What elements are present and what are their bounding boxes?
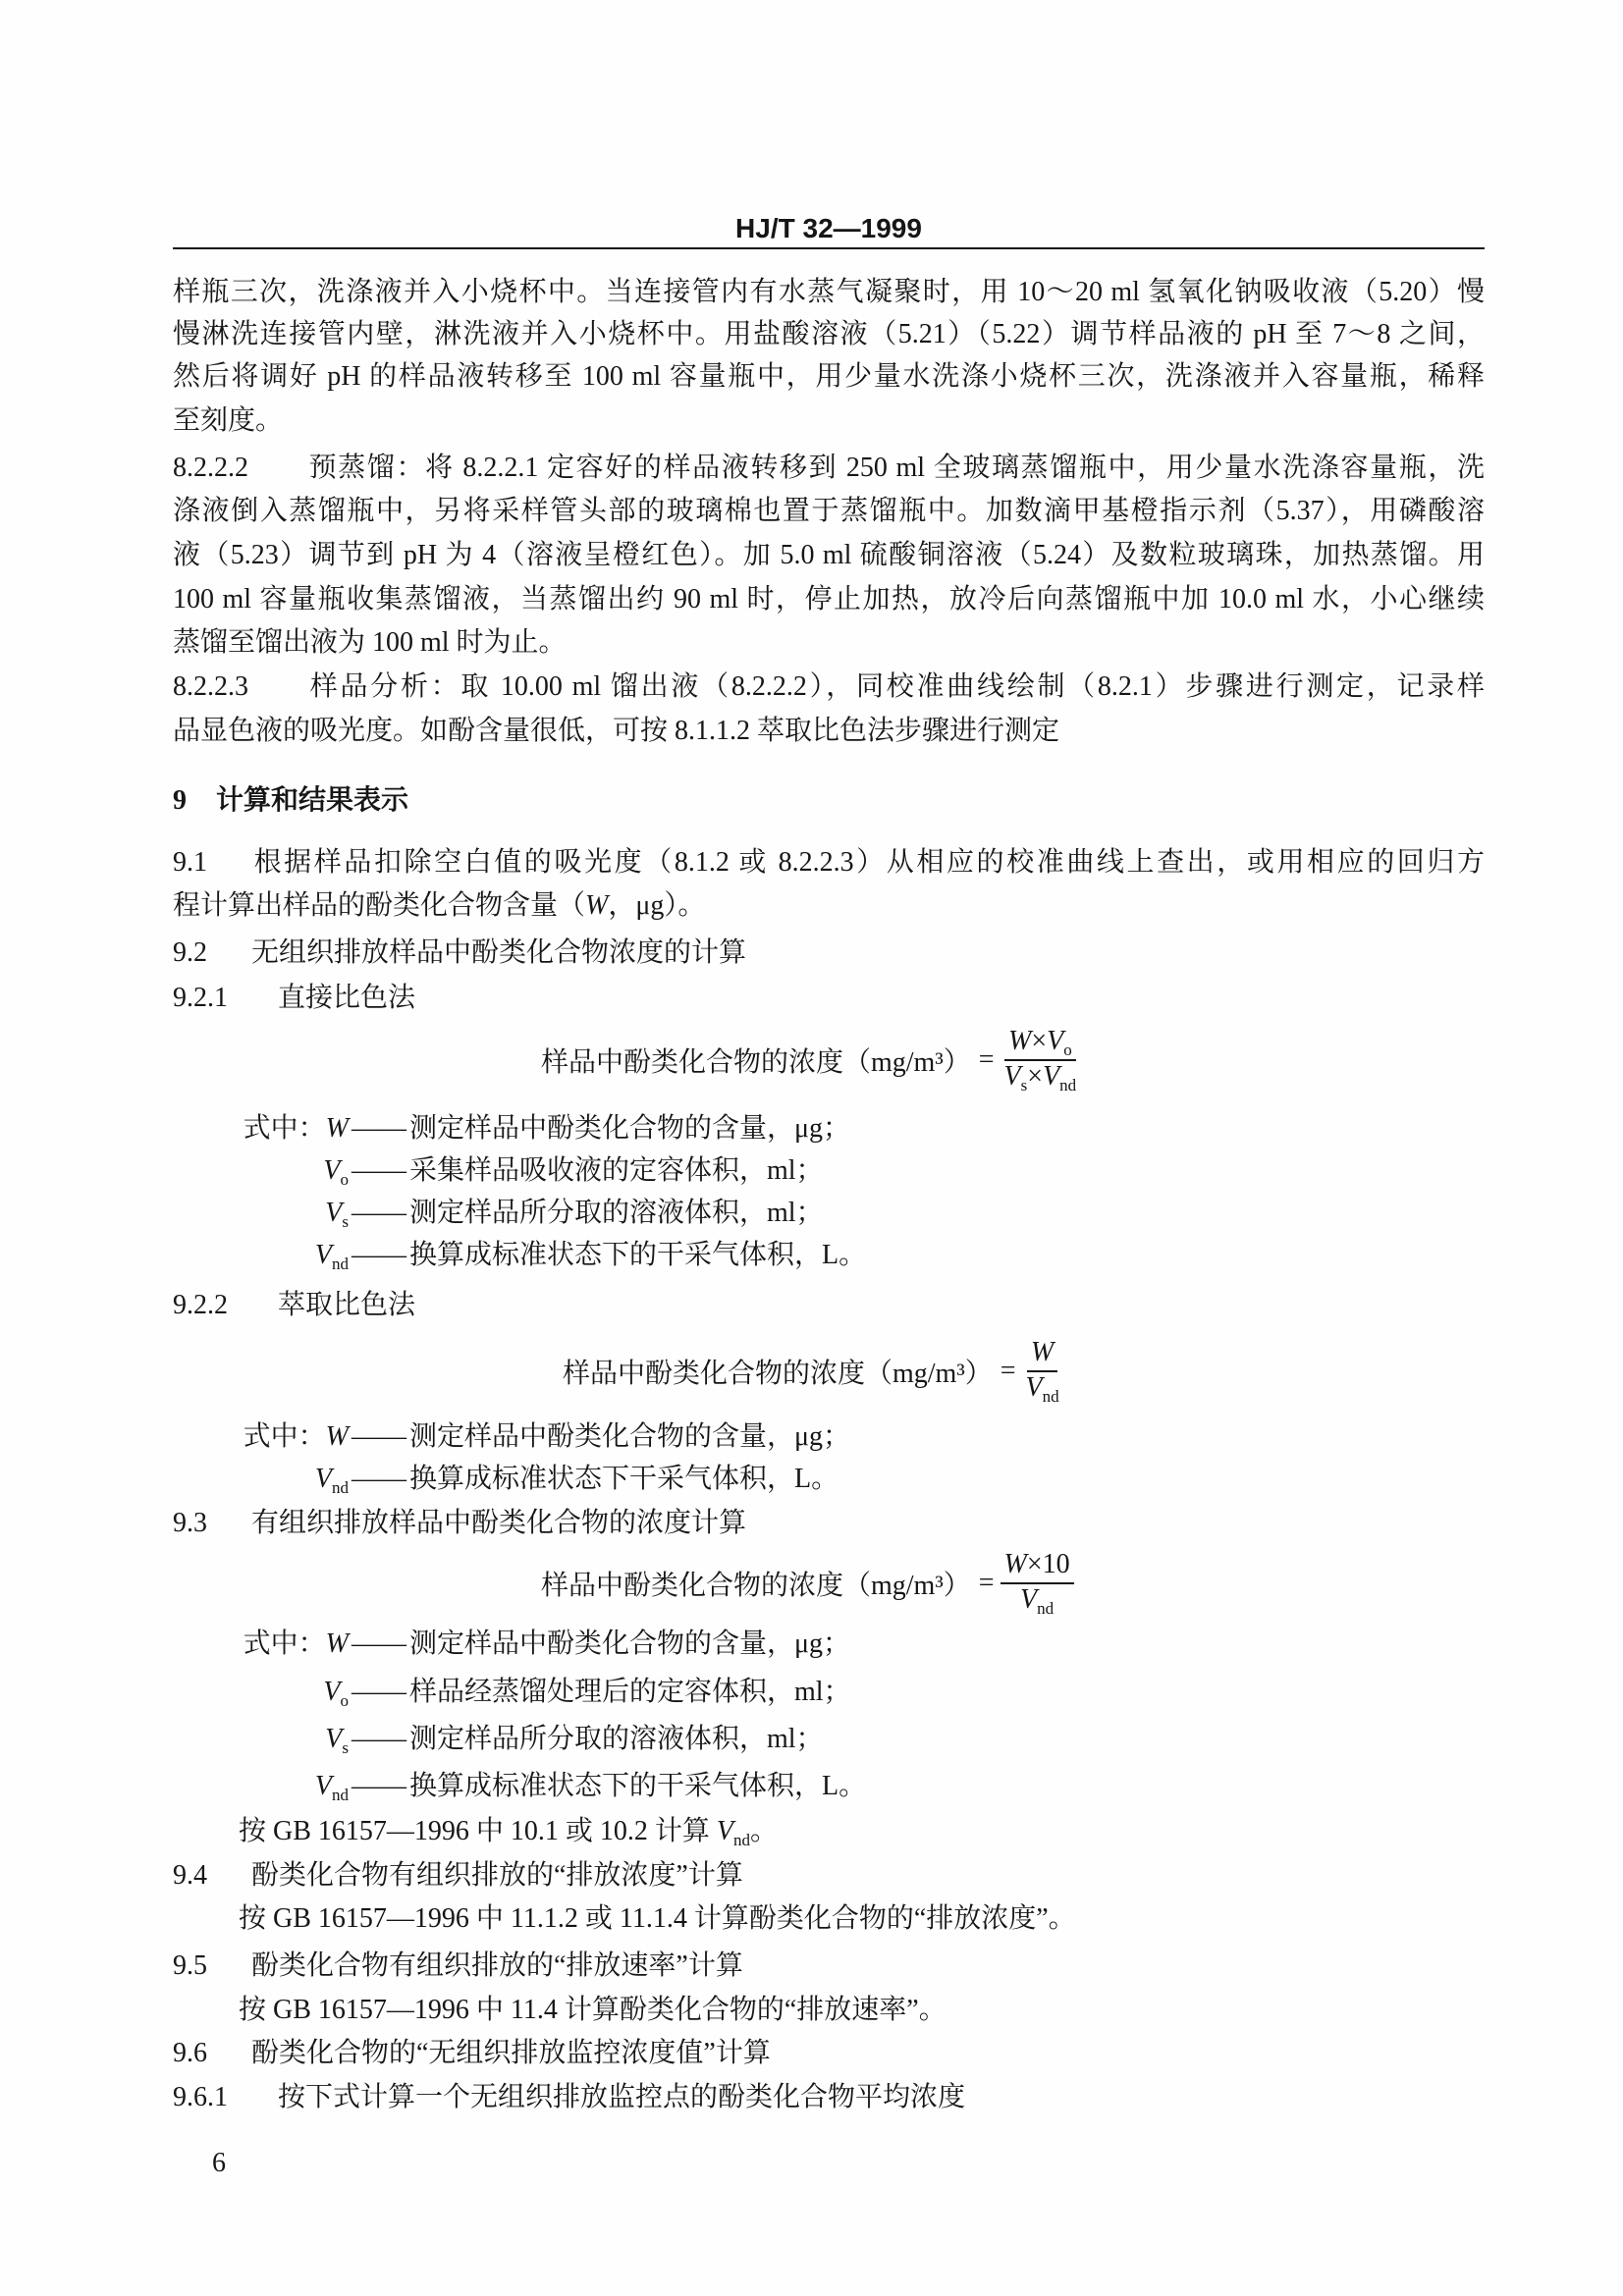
definition-prefix: 式中： — [243, 1629, 326, 1659]
variable: W — [325, 1113, 349, 1144]
clause-number: 9.3 — [173, 1508, 207, 1538]
clause-number: 9.2.1 — [173, 983, 228, 1013]
variable-definition — [239, 1460, 839, 1499]
definition-dash: —— — [352, 1724, 406, 1754]
variable: W — [1030, 1337, 1055, 1367]
variable-definition — [239, 1236, 866, 1275]
subscript: nd — [332, 1786, 349, 1804]
clause-9-4 — [173, 1856, 1485, 1896]
variable: V — [1043, 1061, 1060, 1092]
subscript: nd — [1037, 1599, 1055, 1618]
clause-text: 预蒸馏：将 8.2.2.1 定容好的样品液转移到 250 ml 全玻璃蒸馏瓶中，用少量水洗涤容量瓶，洗 — [307, 453, 1485, 483]
subscript: nd — [1042, 1387, 1059, 1406]
definition-dash: —— — [352, 1198, 406, 1228]
variable: V — [314, 1240, 332, 1270]
definition-dash: —— — [352, 1771, 406, 1801]
definition-dash: —— — [352, 1677, 406, 1707]
operator: × — [1027, 1061, 1044, 1092]
clause-9-2 — [173, 934, 1485, 973]
section-number: 9 — [173, 785, 187, 816]
paragraph-line: 液（5.23）调节到 pH 为 4（溶液呈橙红色）。加 5.0 ml 硫酸铜溶液（5.24）及数粒玻璃珠，加热蒸馏。用 — [173, 540, 1485, 570]
variable-definition — [239, 1109, 850, 1148]
variable-definition — [239, 1720, 824, 1759]
subscript: o — [1063, 1041, 1072, 1059]
clause-title: 有组织排放样品中酚类化合物的浓度计算 — [251, 1508, 747, 1538]
formula-lhs: 样品中酚类化合物的浓度（mg/m³） — [541, 1047, 971, 1078]
definition-label — [239, 1767, 349, 1806]
definition-dash: —— — [352, 1421, 406, 1452]
clause-title: 酚类化合物有组织排放的“排放速率”计算 — [251, 1950, 743, 1981]
clause-9-2-2 — [173, 1286, 1485, 1325]
subscript: s — [342, 1212, 349, 1231]
text-run: 按 GB 16157—1996 中 10.1 或 10.2 计算 — [239, 1816, 717, 1846]
definition-label — [239, 1417, 349, 1457]
clause-9-6-1 — [173, 2078, 1485, 2117]
variable: V — [1025, 1372, 1043, 1403]
paragraph-line: 蒸馏至馏出液为 100 ml 时为止。 — [173, 627, 567, 658]
variable-definition — [239, 1673, 851, 1712]
subscript: o — [340, 1170, 349, 1189]
subscript: nd — [332, 1478, 349, 1497]
definition-text: 测定样品所分取的溶液体积，ml； — [409, 1724, 824, 1754]
paragraph-line: 品显色液的吸光度。如酚含量很低，可按 8.1.1.2 萃取比色法步骤进行测定 — [173, 716, 1060, 746]
definition-label — [239, 1109, 349, 1148]
definition-dash: —— — [352, 1464, 406, 1494]
clause-9-3 — [173, 1504, 1485, 1543]
paragraph-line: 涤液倒入蒸馏瓶中，另将采样管头部的玻璃棉也置于蒸馏瓶中。加数滴甲基橙指示剂（5.37），用磷酸溶 — [173, 496, 1485, 526]
standard-code-header: HJ/T 32—1999 — [735, 213, 922, 243]
text-run: ，μg）。 — [608, 890, 706, 921]
definition-label — [239, 1720, 349, 1759]
definition-label — [239, 1460, 349, 1499]
clause-title: 无组织排放样品中酚类化合物浓度的计算 — [251, 937, 747, 968]
operator: × — [1031, 1026, 1048, 1056]
numerator — [1027, 1337, 1057, 1372]
subscript: s — [342, 1738, 349, 1757]
formula-lhs: 样品中酚类化合物的浓度（mg/m³） — [563, 1359, 993, 1389]
variable: W — [325, 1629, 349, 1659]
definition-text: 测定样品中酚类化合物的含量，μg； — [409, 1113, 851, 1144]
formula-direct-colorimetry — [541, 1026, 1080, 1095]
variable: W — [325, 1421, 349, 1452]
definition-text: 测定样品中酚类化合物的含量，μg； — [409, 1629, 851, 1659]
variable: V — [1020, 1584, 1038, 1615]
equals-sign: = — [978, 1044, 995, 1075]
variable: W — [1007, 1026, 1032, 1056]
variable: V — [1047, 1026, 1064, 1056]
subscript: o — [340, 1691, 349, 1710]
definition-dash: —— — [352, 1113, 406, 1144]
subscript: nd — [332, 1255, 349, 1273]
paragraph-line — [173, 886, 1485, 926]
clause-title: 酚类化合物的“无组织排放监控浓度值”计算 — [251, 2038, 771, 2068]
clause-title: 酚类化合物有组织排放的“排放浓度”计算 — [251, 1860, 743, 1891]
numerator — [1001, 1549, 1074, 1584]
variable-w: W — [585, 890, 609, 921]
definition-label — [239, 1673, 349, 1712]
definition-label — [239, 1194, 349, 1233]
section-title: 计算和结果表示 — [216, 785, 409, 816]
formula-lhs: 样品中酚类化合物的浓度（mg/m³） — [541, 1571, 971, 1601]
definition-label — [239, 1236, 349, 1275]
clause-number: 9.1 — [173, 847, 207, 878]
formula-organized-emission — [541, 1549, 1074, 1618]
fraction — [1001, 1549, 1074, 1618]
variable-definition — [239, 1194, 824, 1233]
operator: × — [1026, 1549, 1043, 1579]
clause-9-2-1 — [173, 979, 1485, 1018]
numerator — [1004, 1026, 1076, 1061]
text-run: 程计算出样品的酚类化合物含量（ — [173, 890, 586, 921]
definition-dash: —— — [352, 1629, 406, 1659]
variable-definition — [239, 1625, 850, 1664]
definition-dash: —— — [352, 1240, 406, 1270]
text-run: 。 — [750, 1816, 779, 1846]
definition-text: 样品经蒸馏处理后的定容体积，ml； — [409, 1677, 851, 1707]
variable: V — [314, 1771, 332, 1801]
denominator — [1016, 1584, 1057, 1618]
header-rule — [173, 247, 1485, 249]
clause-text: 按 GB 16157—1996 中 11.1.2 或 11.1.4 计算酚类化合物的“排放浓度”。 — [239, 1903, 1076, 1934]
variable: V — [323, 1677, 341, 1707]
definition-label — [239, 1151, 349, 1191]
clause-number: 8.2.2.3 — [173, 671, 248, 702]
clause-9-1 — [173, 843, 1485, 882]
paragraph-line: 100 ml 容量瓶收集蒸馏液，当蒸馏出约 90 ml 时，停止加热，放冷后向蒸馏瓶中加 10.0 ml 水，小心继续 — [173, 584, 1485, 614]
formula-extraction-colorimetry — [563, 1337, 1063, 1406]
variable: W — [1003, 1549, 1027, 1579]
subscript: s — [1020, 1076, 1028, 1095]
clause-text: 样品分析：取 10.00 ml 馏出液（8.2.2.2），同校准曲线绘制（8.2.1）步骤进行测定，记录样 — [307, 671, 1485, 702]
paragraph-line: 至刻度。 — [173, 405, 284, 436]
definition-dash: —— — [352, 1155, 406, 1186]
clause-text: 按 GB 16157—1996 中 11.4 计算酚类化合物的“排放速率”。 — [239, 1995, 947, 2025]
subscript: nd — [1059, 1076, 1077, 1095]
equals-sign: = — [978, 1568, 995, 1598]
clause-9-5 — [173, 1947, 1485, 1986]
paragraph-line: 样瓶三次，洗涤液并入小烧杯中。当连接管内有水蒸气凝聚时，用 10～20 ml 氢氧化钠吸收液（5.20）慢 — [173, 277, 1485, 307]
equals-sign: = — [1000, 1356, 1016, 1386]
clause-number: 9.6 — [173, 2038, 207, 2068]
clause-number: 9.5 — [173, 1950, 207, 1981]
variable-definition — [239, 1151, 824, 1191]
clause-number: 9.4 — [173, 1860, 207, 1891]
variable: V — [325, 1724, 343, 1754]
variable-definition — [239, 1417, 850, 1457]
paragraph-line: 慢淋洗连接管内壁，淋洗液并入小烧杯中。用盐酸溶液（5.21）（5.22）调节样品液的 pH 至 7～8 之间， — [173, 319, 1485, 349]
variable: V — [325, 1198, 343, 1228]
clause-text: 根据样品扣除空白值的吸光度（8.1.2 或 8.2.2.3）从相应的校准曲线上查出，或用相应的回归方 — [251, 847, 1485, 878]
definition-text: 换算成标准状态下干采气体积，L。 — [409, 1464, 839, 1494]
clause-title: 直接比色法 — [278, 983, 416, 1013]
definition-text: 换算成标准状态下的干采气体积，L。 — [409, 1771, 867, 1801]
definition-prefix: 式中： — [243, 1421, 326, 1452]
variable: V — [323, 1155, 341, 1186]
section-heading-9 — [173, 781, 1485, 821]
clause-title: 按下式计算一个无组织排放监控点的酚类化合物平均浓度 — [278, 2082, 966, 2112]
page-number: 6 — [212, 2148, 226, 2178]
definition-text: 换算成标准状态下的干采气体积，L。 — [409, 1240, 867, 1270]
clause-8-2-2-3 — [173, 667, 1485, 707]
definition-prefix: 式中： — [243, 1113, 326, 1144]
clause-title: 萃取比色法 — [278, 1290, 416, 1320]
denominator — [1001, 1061, 1081, 1095]
clause-number: 9.2 — [173, 937, 207, 968]
subscript: nd — [733, 1831, 751, 1849]
definition-label — [239, 1625, 349, 1664]
definition-text: 采集样品吸收液的定容体积，ml； — [409, 1155, 824, 1186]
variable: V — [1003, 1061, 1021, 1092]
definition-text: 测定样品中酚类化合物的含量，μg； — [409, 1421, 851, 1452]
clause-number: 9.2.2 — [173, 1290, 228, 1320]
paragraph-line: 然后将调好 pH 的样品液转移至 100 ml 容量瓶中，用少量水洗涤小烧杯三次，洗涤液并入容量瓶，稀释 — [173, 361, 1485, 392]
clause-8-2-2-2 — [173, 449, 1485, 488]
definition-text: 测定样品所分取的溶液体积，ml； — [409, 1198, 824, 1228]
clause-9-6 — [173, 2034, 1485, 2073]
fraction — [1022, 1337, 1063, 1406]
variable: V — [314, 1464, 332, 1494]
fraction — [1001, 1026, 1081, 1095]
clause-number: 8.2.2.2 — [173, 453, 248, 483]
clause-number: 9.6.1 — [173, 2082, 228, 2112]
variable: V — [716, 1816, 734, 1846]
constant: 10 — [1042, 1549, 1070, 1579]
denominator — [1022, 1372, 1063, 1406]
variable-definition — [239, 1767, 866, 1806]
calculation-note — [239, 1812, 1485, 1851]
